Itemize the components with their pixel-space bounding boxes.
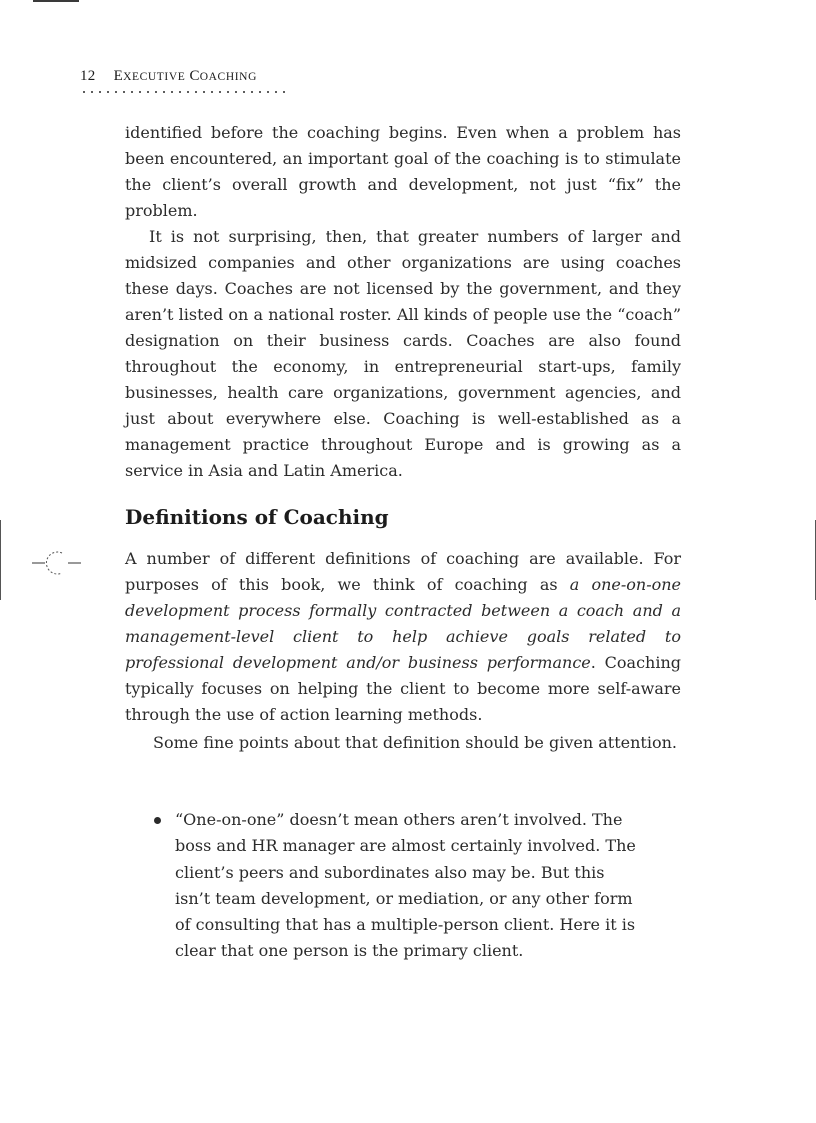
running-title-rest-1: XECUTIVE (123, 71, 186, 83)
definition-italic: a one-on-one development process formally contracted between a coach and a management-level client to help achieve goals related to professional development and/or business performance (125, 575, 681, 672)
page-number: 12 (80, 68, 96, 84)
definition-lead: A number of different definitions of coaching are available. For purposes of this book, we think of coaching as (125, 549, 681, 594)
paragraph-surprising-text: It is not surprising, then, that greater numbers of larger and midsized companies and other organizations are using coaches these days. Coaches are not licensed by the government, and they aren’t listed on a national roster. All kinds of people use the “coach” designation on their business cards. Coaches are also found throughout the economy, in entrepreneurial start-ups, family businesses, health care organizations, government agencies, and just about everywhere else. Coaching is well-established as a management practice throughout Europe and is growing as a service in Asia and Latin America. (125, 227, 681, 480)
bullet-item (150, 807, 640, 965)
running-title-initial-2: C (189, 68, 200, 84)
bullet-list (150, 807, 640, 965)
definition-paragraph (125, 546, 681, 728)
bullet-text: “One-on-one” doesn’t mean others aren’t involved. The boss and HR manager are almost certainly involved. The client’s peers and subordinates also may be. But this isn’t team development, or mediation, or any other form of consulting that has a multiple-person client. Here it is clear that one person is the primary client. (175, 810, 636, 961)
crop-mark-left (0, 520, 1, 600)
section-heading: Definitions of Coaching (125, 505, 389, 529)
running-title-rest-2: OACHING (199, 71, 257, 83)
body-text-continued (125, 120, 681, 484)
running-head (80, 68, 257, 85)
definition-tail: . Coaching typically focuses on helping the client to become more self-aware through the use of action learning methods. (125, 653, 681, 724)
running-title-initial-1: E (113, 68, 124, 84)
paragraph-continued: identified before the coaching begins. Even when a problem has been encountered, an important goal of the coaching is to stimulate the client’s overall growth and development, not just “fix” the problem. (125, 123, 681, 220)
bullet-dot-icon (154, 817, 161, 824)
header-dotted-rule (80, 90, 286, 94)
paragraph-surprising (125, 227, 681, 480)
fine-points-paragraph: Some fine points about that definition should be given attention. (153, 733, 677, 752)
registration-mark-icon (32, 548, 82, 578)
crop-mark-top (33, 0, 79, 2)
